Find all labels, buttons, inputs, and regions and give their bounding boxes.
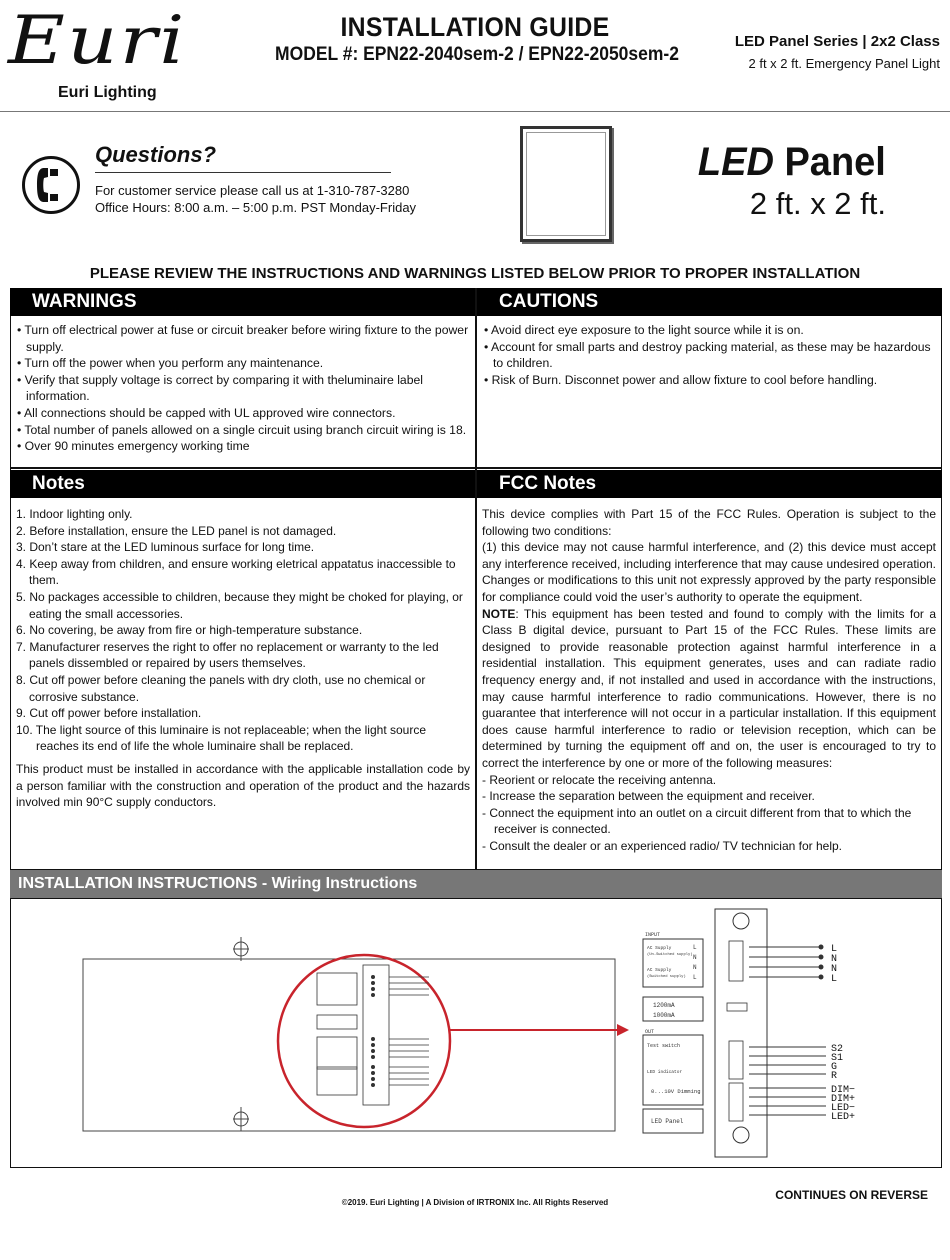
fcc-note-text: : This equipment has been tested and found to comply with the limits for a Class B digital device, pursuant to Part 15 of the FCC Rules. These limits are designed to provide reasonable protection against harmful interference in a residential installation. This equipment generates, uses and can radiate radio frequency energy and, if not installed and used in accordance with the instructions, may cause harmful interference to radio communications. However, there is no guarantee that interference will not occur in a particular installation. If this equipment does cause harmful interference to radio or television reception, which can be determined by turning the equipment off and on, the user is encouraged to try to correct the interference by one or more of the following measures: xyxy=(482,606,936,770)
continues-on-reverse: CONTINUES ON REVERSE xyxy=(775,1188,928,1202)
wiring-diagram xyxy=(11,899,941,1167)
copyright: ©2019. Euri Lighting | A Division of IRTRONIX Inc. All Rights Reserved xyxy=(341,1198,609,1207)
fcc-heading: FCC Notes xyxy=(477,470,942,498)
list-item: 7. Manufacturer reserves the right to offer no replacement or warranty to the led panels dissembled or repaired by users themselves. xyxy=(16,639,439,671)
wire-label: S2 xyxy=(831,1044,844,1055)
wire-label: N xyxy=(831,964,838,975)
header-divider xyxy=(0,111,950,112)
product-series: LED Panel Series | 2x2 Class xyxy=(734,33,940,50)
wire-label: G xyxy=(831,1062,838,1073)
list-item: • Over 90 minutes emergency working time xyxy=(17,439,250,454)
document-title: INSTALLATION GUIDE xyxy=(340,12,610,42)
customer-service-phone: For customer service please call us at 1-310-787-3280 xyxy=(95,183,410,198)
wire-label: N xyxy=(831,954,838,965)
euri-logo: Euri xyxy=(8,2,187,79)
questions-heading: Questions? xyxy=(95,142,217,167)
installation-title: INSTALLATION INSTRUCTIONS xyxy=(18,875,258,892)
cautions-heading: CAUTIONS xyxy=(477,288,942,316)
led-panel-illustration xyxy=(520,126,612,242)
phone-icon xyxy=(22,156,80,214)
notes-paragraph: This product must be installed in accordance with the applicable installation code by a person familiar with the construction and operation of the product and the hazards involved min 90°C supply conductors. xyxy=(16,761,470,810)
ac-supply-2-label: AC Supply xyxy=(647,968,672,973)
product-size: 2 ft. x 2 ft. xyxy=(749,186,886,221)
input-terminal-label: N xyxy=(693,954,697,961)
installation-subtitle: - Wiring Instructions xyxy=(257,875,418,892)
company-name: Euri Lighting xyxy=(58,84,157,101)
list-item: • Account for small parts and destroy packing material, as these may be hazardous to children. xyxy=(484,339,931,371)
cautions-list xyxy=(484,322,934,388)
wire-label: DIM− xyxy=(831,1085,856,1096)
dimming-label: 0...10V Dimming xyxy=(651,1088,701,1095)
list-item: - Connect the equipment into an outlet on a circuit different from that to which the receiver is connected. xyxy=(482,805,912,837)
list-item: 9. Cut off power before installation. xyxy=(16,706,202,721)
review-notice: PLEASE REVIEW THE INSTRUCTIONS AND WARNINGS LISTED BELOW PRIOR TO PROPER INSTALLATION xyxy=(89,265,861,282)
list-item: 8. Cut off power before cleaning the panels with dry cloth, use no chemical or corrosive substance. xyxy=(16,672,426,704)
list-item: 3. Don’t stare at the LED luminous surface for long time. xyxy=(16,540,315,555)
input-terminal-label: L xyxy=(693,944,697,951)
list-item: 10. The light source of this luminaire is not replaceable; when the light source reaches its end of life the whole luminaire shall be replaced. xyxy=(16,722,427,754)
current-option: 1200mA xyxy=(653,1002,675,1009)
led-panel-label: LED Panel xyxy=(651,1118,684,1125)
page-header xyxy=(0,0,950,112)
ac-supply-1-sub: (Un-Switched supply) xyxy=(647,953,693,957)
test-switch-label: Test switch xyxy=(647,1043,681,1049)
wire-label: L xyxy=(831,974,838,985)
list-item: - Consult the dealer or an experienced radio/ TV technician for help. xyxy=(482,838,842,853)
wire-label: L xyxy=(831,944,838,955)
list-item: - Increase the separation between the equipment and receiver. xyxy=(482,789,815,804)
list-item: 6. No covering, be away from fire or high-temperature substance. xyxy=(16,623,363,638)
notes-list xyxy=(16,506,470,811)
current-option: 1000mA xyxy=(653,1012,675,1019)
list-item: 2. Before installation, ensure the LED panel is not damaged. xyxy=(16,523,337,538)
list-item: • Risk of Burn. Disconnet power and allow fixture to cool before handling. xyxy=(484,372,878,387)
wire-label: DIM+ xyxy=(831,1094,856,1105)
list-item: • Verify that supply voltage is correct by comparing it with theluminaire label information. xyxy=(17,372,423,404)
warnings-heading: WARNINGS xyxy=(10,288,475,316)
office-hours: Office Hours: 8:00 a.m. – 5:00 p.m. PST Monday-Friday xyxy=(95,200,417,215)
ac-supply-1-label: AC Supply xyxy=(647,946,672,951)
wire-label: LED+ xyxy=(831,1112,856,1123)
list-item: • Turn off the power when you perform any maintenance. xyxy=(17,356,324,371)
warnings-list xyxy=(17,322,469,455)
out-label: OUT xyxy=(645,1029,655,1035)
product-name-led: LED xyxy=(698,140,775,184)
list-item: 1. Indoor lighting only. xyxy=(16,507,133,521)
ac-supply-2-sub: (Switched supply) xyxy=(647,975,686,979)
wiring-diagram-box xyxy=(10,898,942,1168)
list-item: 4. Keep away from children, and ensure working eletrical appatatus inaccessible to them. xyxy=(16,556,456,588)
input-terminal-label: L xyxy=(693,974,697,981)
fcc-note-label: NOTE xyxy=(482,606,516,621)
product-name xyxy=(698,140,886,185)
fcc-paragraph-1: This device complies with Part 15 of the FCC Rules. Operation is subject to the following two conditions: xyxy=(482,507,936,538)
product-subtitle: 2 ft x 2 ft. Emergency Panel Light xyxy=(748,56,940,71)
model-number: MODEL #: EPN22-2040sem-2 / EPN22-2050sem-2 xyxy=(275,44,679,65)
installation-heading xyxy=(10,870,942,898)
list-item: • Avoid direct eye exposure to the light source while it is on. xyxy=(484,323,804,337)
list-item: - Reorient or relocate the receiving antenna. xyxy=(482,772,717,787)
input-label: INPUT xyxy=(645,932,661,938)
questions-rule xyxy=(95,172,391,173)
list-item: 5. No packages accessible to children, because they might be choked for playing, or eating the small accessories. xyxy=(16,589,463,621)
product-name-panel: Panel xyxy=(784,140,886,184)
wire-label: R xyxy=(831,1071,838,1082)
fcc-paragraph-3 xyxy=(482,606,936,772)
notes-heading: Notes xyxy=(10,470,475,498)
fcc-paragraph-2: (1) this device may not cause harmful interference, and (2) this device must accept any interference received, including interference that may cause undesired operation. Changes or modifications to this unit not expressly approved by the party responsible for compliance could void the user’s authority to operate the equipment. xyxy=(482,540,936,604)
section-divider xyxy=(475,468,477,870)
wire-label: S1 xyxy=(831,1053,844,1064)
wire-label: LED− xyxy=(831,1103,856,1114)
fcc-text xyxy=(482,506,936,854)
list-item: • Turn off electrical power at fuse or circuit breaker before wiring fixture to the power supply. xyxy=(17,323,469,354)
list-item: • Total number of panels allowed on a single circuit using branch circuit wiring is 18. xyxy=(17,422,467,437)
list-item: • All connections should be capped with UL approved wire connectors. xyxy=(17,405,396,420)
led-indicator-label: LED indicator xyxy=(647,1070,683,1075)
input-terminal-label: N xyxy=(693,964,697,971)
